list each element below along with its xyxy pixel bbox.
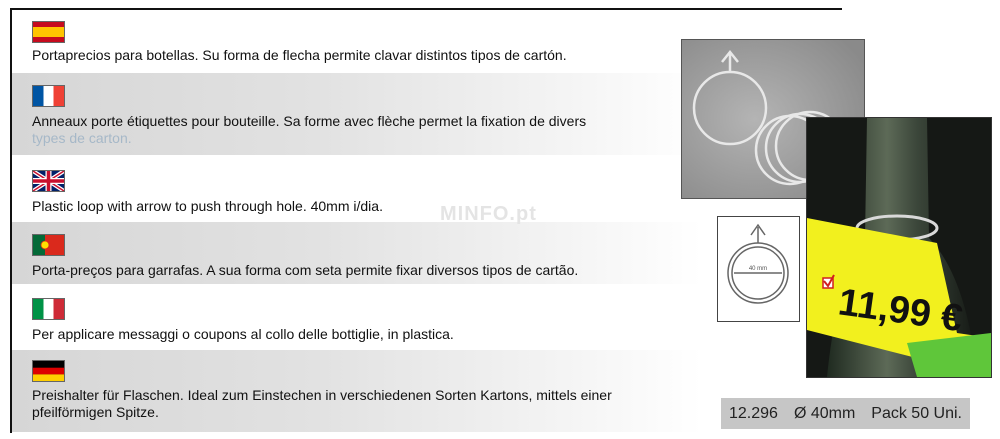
- bottle-photo: [806, 117, 992, 378]
- germany-flag-icon: [32, 360, 65, 382]
- description-spanish: Portaprecios para botellas. Su forma de flecha permite clavar distintos tipos de cartón.: [32, 47, 567, 63]
- diameter-label: 40 mm: [748, 266, 768, 272]
- row-italian: [12, 286, 702, 348]
- italy-flag-icon: [32, 298, 65, 320]
- description-italian: Per applicare messaggi o coupons al collo delle bottiglie, in plastica.: [32, 326, 454, 342]
- description-portuguese: Porta-preços para garrafas. A sua forma com seta permite fixar diversos tipos de cartão.: [32, 262, 579, 278]
- portugal-flag-icon: [32, 234, 65, 256]
- row-portuguese: [12, 222, 702, 284]
- row-spanish: [12, 12, 702, 70]
- price-label: 11,99 €: [835, 281, 966, 341]
- product-info-bar: [721, 398, 970, 429]
- product-code: 12.296: [729, 404, 778, 422]
- description-english: Plastic loop with arrow to push through hole. 40mm i/dia.: [32, 198, 383, 214]
- top-border: [10, 8, 842, 10]
- france-flag-icon: [32, 85, 65, 107]
- uk-flag-icon: [32, 170, 65, 192]
- description-french-continued: types de carton.: [32, 130, 132, 146]
- watermark: MINFO.pt: [440, 203, 537, 225]
- row-english: [12, 158, 702, 220]
- ring-dimension-diagram: [717, 216, 800, 322]
- description-german: Preishalter für Flaschen. Ideal zum Einstechen in verschiedenen Sorten Kartons, mittels einer pfeilförmigen Spitze.: [32, 387, 612, 420]
- spain-flag-icon: [32, 21, 65, 43]
- product-diameter: Ø 40mm: [793, 404, 856, 422]
- description-french: Anneaux porte étiquettes pour bouteille. Sa forme avec flèche permet la fixation de divers: [32, 113, 587, 129]
- row-french: [12, 73, 702, 155]
- row-german: [12, 350, 702, 432]
- product-pack: Pack 50 Uni.: [871, 404, 962, 422]
